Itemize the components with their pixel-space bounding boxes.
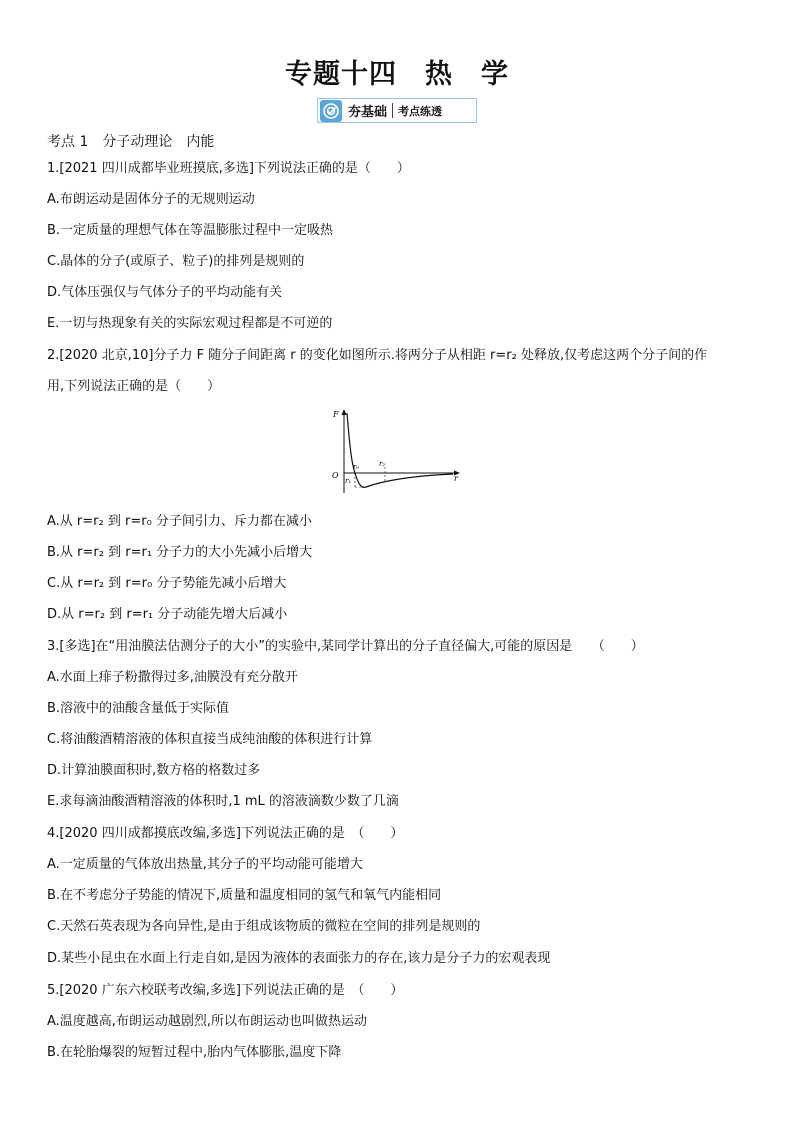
target-check-icon: [320, 100, 342, 122]
q1-option-a: A.布朗运动是固体分子的无规则运动: [47, 192, 255, 207]
axis-label-r: r: [454, 474, 458, 483]
banner-label-main: 夯基础: [348, 105, 388, 120]
banner-divider: [392, 103, 393, 118]
question-4-stem: 4.[2020 四川成都摸底改编,多选]下列说法正确的是 （ ）: [47, 826, 404, 841]
q1-option-e: E.一切与热现象有关的实际宏观过程都是不可逆的: [47, 316, 333, 331]
q2-option-b: B.从 r=r₂ 到 r=r₁ 分子力的大小先减小后增大: [47, 545, 313, 560]
question-3-stem: 3.[多选]在“用油膜法估测分子的大小”的实验中,某同学计算出的分子直径偏大,可能的原因是 （ ）: [47, 639, 644, 654]
q3-option-b: B.溶液中的油酸含量低于实际值: [47, 701, 230, 716]
q5-option-b: B.在轮胎爆裂的短暂过程中,胎内气体膨胀,温度下降: [47, 1045, 342, 1060]
axis-label-F: F: [333, 410, 339, 419]
q3-option-a: A.水面上痱子粉撒得过多,油膜没有充分散开: [47, 670, 298, 685]
banner-label-sub: 考点练透: [398, 104, 443, 118]
question-1-stem: 1.[2021 四川成都毕业班摸底,多选]下列说法正确的是（ ）: [47, 161, 410, 176]
q2-option-d: D.从 r=r₂ 到 r=r₁ 分子动能先增大后减小: [47, 607, 288, 622]
q4-option-a: A.一定质量的气体放出热量,其分子的平均动能可能增大: [47, 857, 363, 872]
q1-option-c: C.晶体的分子(或原子、粒子)的排列是规则的: [47, 254, 305, 269]
page-title: 专题十四 热 学: [285, 59, 509, 90]
q2-option-c: C.从 r=r₂ 到 r=r₀ 分子势能先减小后增大: [47, 576, 287, 591]
section-heading: 考点 1 分子动理论 内能: [47, 134, 215, 150]
force-distance-graph: [328, 407, 463, 495]
q3-option-d: D.计算油膜面积时,数方格的格数过多: [47, 763, 261, 778]
question-5-stem: 5.[2020 广东六校联考改编,多选]下列说法正确的是 （ ）: [47, 983, 404, 998]
origin-label: O: [332, 471, 339, 480]
tick-label-r2: r₂: [379, 460, 386, 468]
tick-label-r0: r₀: [353, 463, 360, 471]
q2-option-a: A.从 r=r₂ 到 r=r₀ 分子间引力、斥力都在减小: [47, 514, 312, 529]
section-banner: [317, 98, 477, 123]
question-2-stem: 2.[2020 北京,10]分子力 F 随分子间距离 r 的变化如图所示.将两分子从相距 r=r₂ 处释放,仅考虑这两个分子间的作: [47, 348, 708, 363]
q3-option-e: E.求每滴油酸酒精溶液的体积时,1 mL 的溶液滴数少数了几滴: [47, 794, 399, 809]
q5-option-a: A.温度越高,布朗运动越剧烈,所以布朗运动也叫做热运动: [47, 1014, 368, 1029]
q3-option-c: C.将油酸酒精溶液的体积直接当成纯油酸的体积进行计算: [47, 732, 373, 747]
q4-option-d: D.某些小昆虫在水面上行走自如,是因为液体的表面张力的存在,该力是分子力的宏观表现: [47, 951, 551, 966]
q4-option-c: C.天然石英表现为各向异性,是由于组成该物质的微粒在空间的排列是规则的: [47, 919, 481, 934]
q1-option-b: B.一定质量的理想气体在等温膨胀过程中一定吸热: [47, 223, 334, 238]
question-2-stem-cont: 用,下列说法正确的是（ ）: [47, 379, 221, 394]
q4-option-b: B.在不考虑分子势能的情况下,质量和温度相同的氢气和氧气内能相同: [47, 888, 442, 903]
tick-label-r1: r₁: [345, 477, 352, 485]
q1-option-d: D.气体压强仅与气体分子的平均动能有关: [47, 285, 283, 300]
